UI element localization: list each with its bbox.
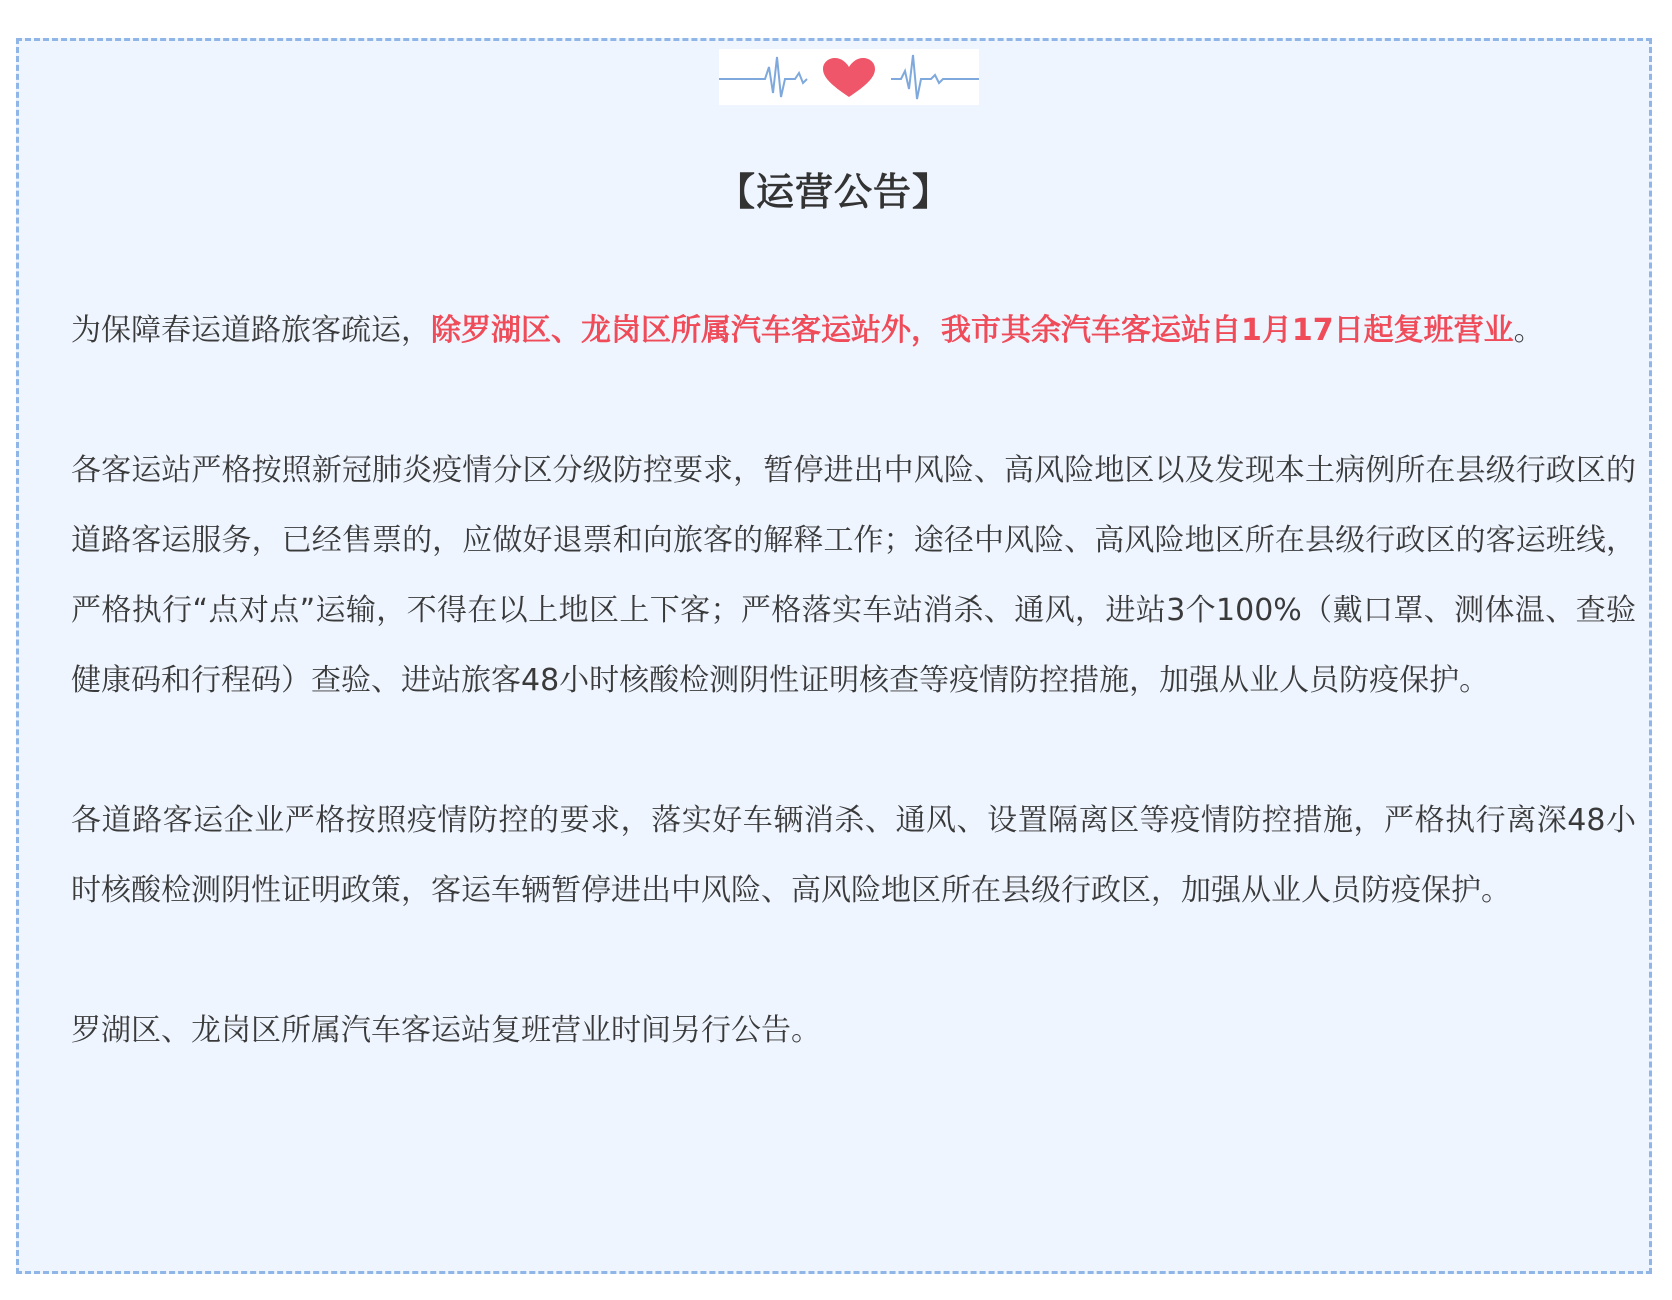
paragraph-reopening [71, 296, 1636, 366]
paragraph-enterprise-measures: 各道路客运企业严格按照疫情防控的要求，落实好车辆消杀、通风、设置隔离区等疫情防控措施，严格执行离深48小时核酸检测阴性证明政策，客运车辆暂停进出中风险、高风险地区所在县级行政区，加强从业人员防疫保护。 [71, 803, 1636, 908]
paragraph-station-measures: 各客运站严格按照新冠肺炎疫情分区分级防控要求，暂停进出中风险、高风险地区以及发现本土病例所在县级行政区的道路客运服务，已经售票的，应做好退票和向旅客的解释工作；途径中风险、高风险地区所在县级行政区的客运班线，严格执行“点对点”运输，不得在以上地区上下客；严格落实车站消杀、通风，进站3个100%（戴口罩、测体温、查验健康码和行程码）查验、进站旅客48小时核酸检测阴性证明核查等疫情防控措施，加强从业人员防疫保护。 [71, 453, 1636, 698]
paragraph-later-announcement: 罗湖区、龙岗区所属汽车客运站复班营业时间另行公告。 [71, 1013, 821, 1048]
paragraph-reopening-lead: 为保障春运道路旅客疏运， [71, 313, 431, 348]
reopening-highlight: 除罗湖区、龙岗区所属汽车客运站外，我市其余汽车客运站自1月17日起复班营业 [431, 313, 1514, 348]
notice-title: 【运营公告】 [716, 170, 951, 214]
notice-card [16, 38, 1652, 1274]
paragraph-reopening-tail: 。 [1513, 313, 1544, 348]
heartbeat-heart-icon [719, 49, 979, 105]
notice-body [71, 296, 1636, 1066]
